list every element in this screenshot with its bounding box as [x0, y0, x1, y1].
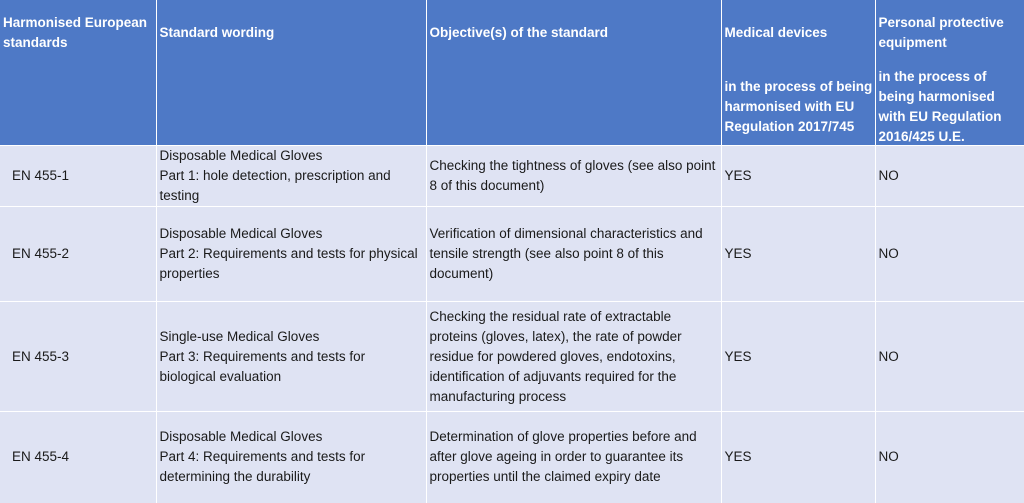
header-ppe-subtitle: in the process of being harmonised with EU Regulation 2016/425 U.E.	[878, 69, 1002, 144]
wording-part: Part 2: Requirements and tests for physical properties	[159, 246, 418, 281]
wording-title: Single-use Medical Gloves	[159, 328, 320, 344]
medical-devices-value: YES	[721, 412, 875, 503]
table-row	[0, 207, 1024, 302]
medical-devices-value: YES	[721, 302, 875, 412]
medical-devices-value: YES	[721, 146, 875, 207]
standard-wording	[156, 412, 426, 503]
standard-wording	[156, 146, 426, 207]
table-body	[0, 146, 1024, 503]
wording-title: Disposable Medical Gloves	[159, 226, 323, 241]
table-header	[0, 0, 1024, 146]
standard-objective: Checking the tightness of gloves (see also point 8 of this document)	[426, 146, 721, 207]
standard-code: EN 455-2	[0, 207, 156, 302]
header-wording: Standard wording	[156, 0, 426, 146]
standard-objective: Verification of dimensional characteristics and tensile strength (see also point 8 of this document)	[426, 207, 721, 302]
ppe-value: NO	[875, 146, 1024, 207]
wording-part: Part 3: Requirements and tests for biological evaluation	[159, 348, 366, 384]
header-objectives: Objective(s) of the standard	[426, 0, 721, 146]
standard-objective: Determination of glove properties before and after glove ageing in order to guarantee its properties until the claimed expiry date	[426, 412, 721, 503]
table-row	[0, 412, 1024, 503]
header-ppe	[875, 0, 1024, 146]
wording-title: Disposable Medical Gloves	[159, 429, 323, 445]
wording-part: Part 1: hole detection, prescription and testing	[159, 168, 391, 203]
standard-code: EN 455-1	[0, 146, 156, 207]
header-medical-devices	[721, 0, 875, 146]
ppe-value: NO	[875, 302, 1024, 412]
wording-title: Disposable Medical Gloves	[159, 148, 323, 163]
header-row	[0, 0, 1024, 146]
header-medical-subtitle: in the process of being harmonised with EU Regulation 2017/745	[724, 79, 873, 134]
header-medical-title: Medical devices	[724, 25, 828, 40]
table-row	[0, 302, 1024, 412]
standard-wording	[156, 302, 426, 412]
standard-wording	[156, 207, 426, 302]
table-row	[0, 146, 1024, 207]
ppe-value: NO	[875, 412, 1024, 503]
ppe-value: NO	[875, 207, 1024, 302]
standard-code: EN 455-3	[0, 302, 156, 412]
header-ppe-title: Personal protective equipment	[878, 15, 1004, 50]
wording-part: Part 4: Requirements and tests for determining the durability	[159, 449, 366, 485]
standard-objective: Checking the residual rate of extractable proteins (gloves, latex), the rate of powder residue for powdered gloves, endotoxins, identification of adjuvants required for the manufacturing process	[426, 302, 721, 412]
standard-code: EN 455-4	[0, 412, 156, 503]
header-standards: Harmonised European standards	[0, 0, 156, 146]
medical-devices-value: YES	[721, 207, 875, 302]
